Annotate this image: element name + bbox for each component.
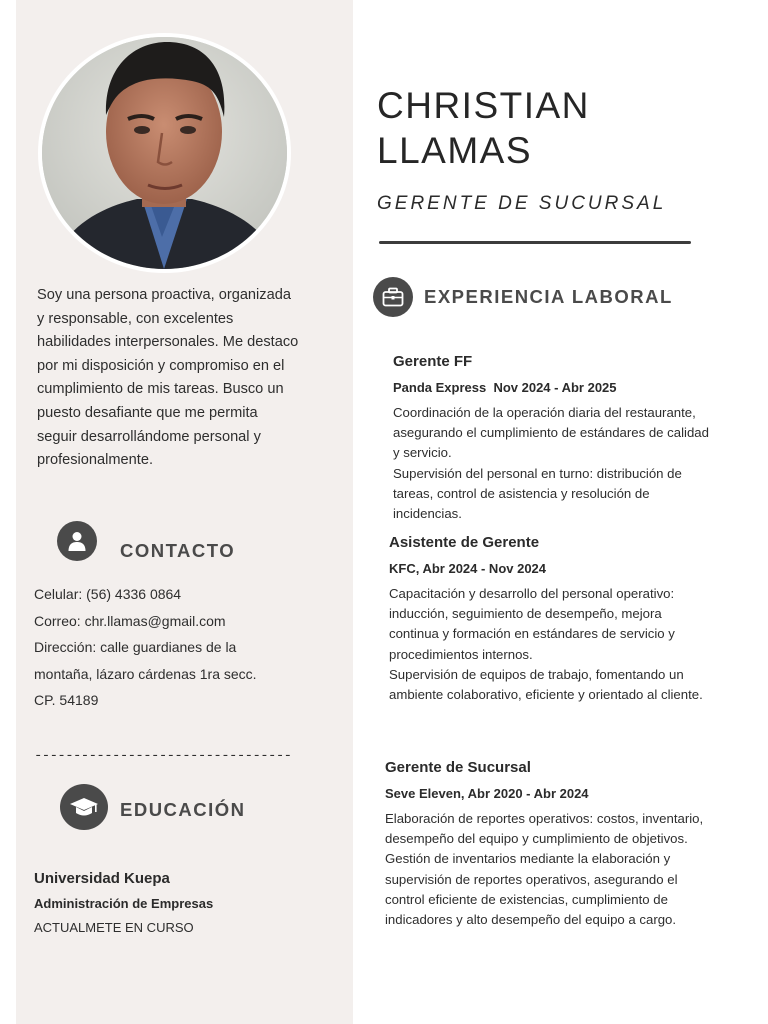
contact-details	[34, 581, 324, 714]
experience-heading: EXPERIENCIA LABORAL	[424, 286, 673, 307]
profile-summary: Soy una persona proactiva, organizada y responsable, con excelentes habilidades interpersonales. Me destaco por mi disposición y compromiso en el cumplimiento de mis tareas. Busco un puesto desafiante que me permita seguir desarrollándome personal y profesionalmente.	[37, 287, 299, 469]
education-school: Universidad Kuepa	[34, 870, 170, 887]
name-first: CHRISTIAN	[377, 85, 590, 126]
job-entry	[389, 534, 709, 705]
job-title: Asistente de Gerente	[389, 534, 540, 551]
job-entry	[393, 353, 713, 524]
job-company-dates: Seve Eleven, Abr 2020 - Abr 2024	[385, 786, 589, 801]
job-description: Capacitación y desarrollo del personal operativo: inducción, seguimiento de desempeño, mejora continua y formación en estándares de servicio y procedimientos internos. Supervisión de equipos de trabajo, fomentando un ambiente colaborativo, eficiente y orientado al cliente.	[389, 586, 703, 703]
header-rule	[379, 241, 691, 244]
candidate-name	[377, 83, 590, 173]
education-status: ACTUALMETE EN CURSO	[34, 920, 194, 935]
job-entry	[385, 759, 705, 930]
contact-address-line1: Dirección: calle guardianes de la	[34, 639, 237, 656]
education-degree: Administración de Empresas	[34, 896, 214, 911]
contact-email: Correo: chr.llamas@gmail.com	[34, 612, 226, 629]
portrait-illustration	[42, 37, 287, 269]
job-description: Elaboración de reportes operativos: costos, inventario, desempeño del equipo y cumplimiento de objetivos. Gestión de inventarios mediante la elaboración y supervisión de reportes operativos, asegurando el control eficiente de existencias, cumplimiento de indicadores y alto desempeño del equipo a cargo.	[385, 811, 704, 928]
contact-address-line2: montaña, lázaro cárdenas 1ra secc.	[34, 665, 257, 682]
job-company-dates: Panda Express Nov 2024 - Abr 2025	[393, 380, 617, 395]
contact-postal-code: CP. 54189	[34, 692, 99, 709]
section-divider: ---------------------------------	[34, 748, 292, 764]
profile-photo-frame	[38, 33, 291, 273]
job-title: Gerente FF	[393, 353, 473, 370]
job-company-dates: KFC, Abr 2024 - Nov 2024	[389, 561, 547, 576]
name-last: LLAMAS	[377, 130, 533, 171]
job-description: Coordinación de la operación diaria del restaurante, asegurando el cumplimiento de estándares de calidad y servicio. Supervisión del personal en turno: distribución de tareas, control de asistencia y resolución de incidencias.	[393, 405, 709, 522]
profile-photo	[42, 37, 287, 269]
contact-phone: Celular: (56) 4336 0864	[34, 586, 182, 602]
briefcase-icon	[373, 277, 413, 317]
contact-heading: CONTACTO	[120, 540, 236, 561]
job-title: Gerente de Sucursal	[385, 759, 531, 776]
candidate-role: GERENTE DE SUCURSAL	[377, 193, 667, 214]
education-heading: EDUCACIÓN	[120, 799, 246, 820]
graduation-cap-icon	[60, 784, 108, 830]
person-icon	[57, 521, 97, 561]
